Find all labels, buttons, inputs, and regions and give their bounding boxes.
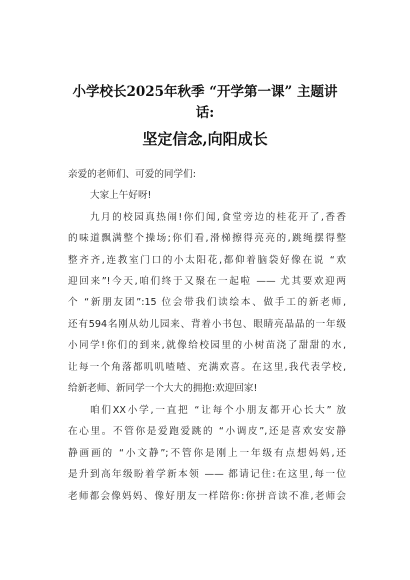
title-line-1: 小学校长2025年秋季 “开学第一课” 主题讲: [72, 84, 338, 100]
paragraph-2-line-4: 是升到高年级盼着学新本领 —— 都请记住:在这里,每一位: [68, 469, 346, 480]
paragraph-1-line-6: 还有594名刚从幼儿园来、背着小书包、眼睛亮晶晶的一年级: [68, 319, 346, 330]
greeting-line: 大家上午好呀!: [90, 190, 152, 201]
paragraph-1-line-7: 小同学!你们的到来,就像给校园里的小树苗浇了甜甜的水,: [68, 340, 346, 351]
paragraph-1-line-1: 九月的校园真热闹!你们闻,食堂旁边的桂花开了,香香: [90, 212, 346, 223]
speech-subtitle: 坚定信念,向阳成长: [142, 130, 268, 148]
salutation-line: 亲爱的老师们、可爱的同学们:: [68, 169, 196, 180]
paragraph-1-line-9: 给新老师、新同学一个大大的拥抱:欢迎回家!: [68, 383, 258, 394]
paragraph-1-line-3: 整齐齐,连教室门口的小太阳花,都仰着脑袋好像在说 “欢: [68, 255, 346, 266]
paragraph-2-line-5: 老师都会像妈妈、像好朋友一样陪你:你拼音读不准,老师会: [68, 491, 346, 502]
paragraph-1-line-4: 迎回来”!今天,咱们终于又聚在一起啦 —— 尤其要欢迎两: [68, 276, 346, 287]
paragraph-2-line-3: 静画画的 “小文静”;不管你是刚上一年级有点想妈妈,还: [68, 448, 346, 459]
paragraph-1-line-8: 让每一个角落都叽叽喳喳、充满欢喜。在这里,我代表学校,: [68, 362, 346, 373]
paragraph-2-line-1: 咱们XX小学,一直把 “让每个小朋友都开心长大” 放: [90, 405, 346, 416]
paragraph-1-line-2: 的味道飘满整个操场;你们看,滑梯擦得亮亮的,跳绳摆得整: [68, 233, 346, 244]
title-line-2: 话:: [195, 105, 215, 121]
paragraph-1-line-5: 个 “新朋友团”:15 位会带我们读绘本、做手工的新老师,: [68, 297, 346, 308]
paragraph-2-line-2: 在心里。不管你是爱跑爱跳的 “小调皮”,还是喜欢安安静: [68, 426, 346, 437]
speech-title: [40, 82, 370, 150]
